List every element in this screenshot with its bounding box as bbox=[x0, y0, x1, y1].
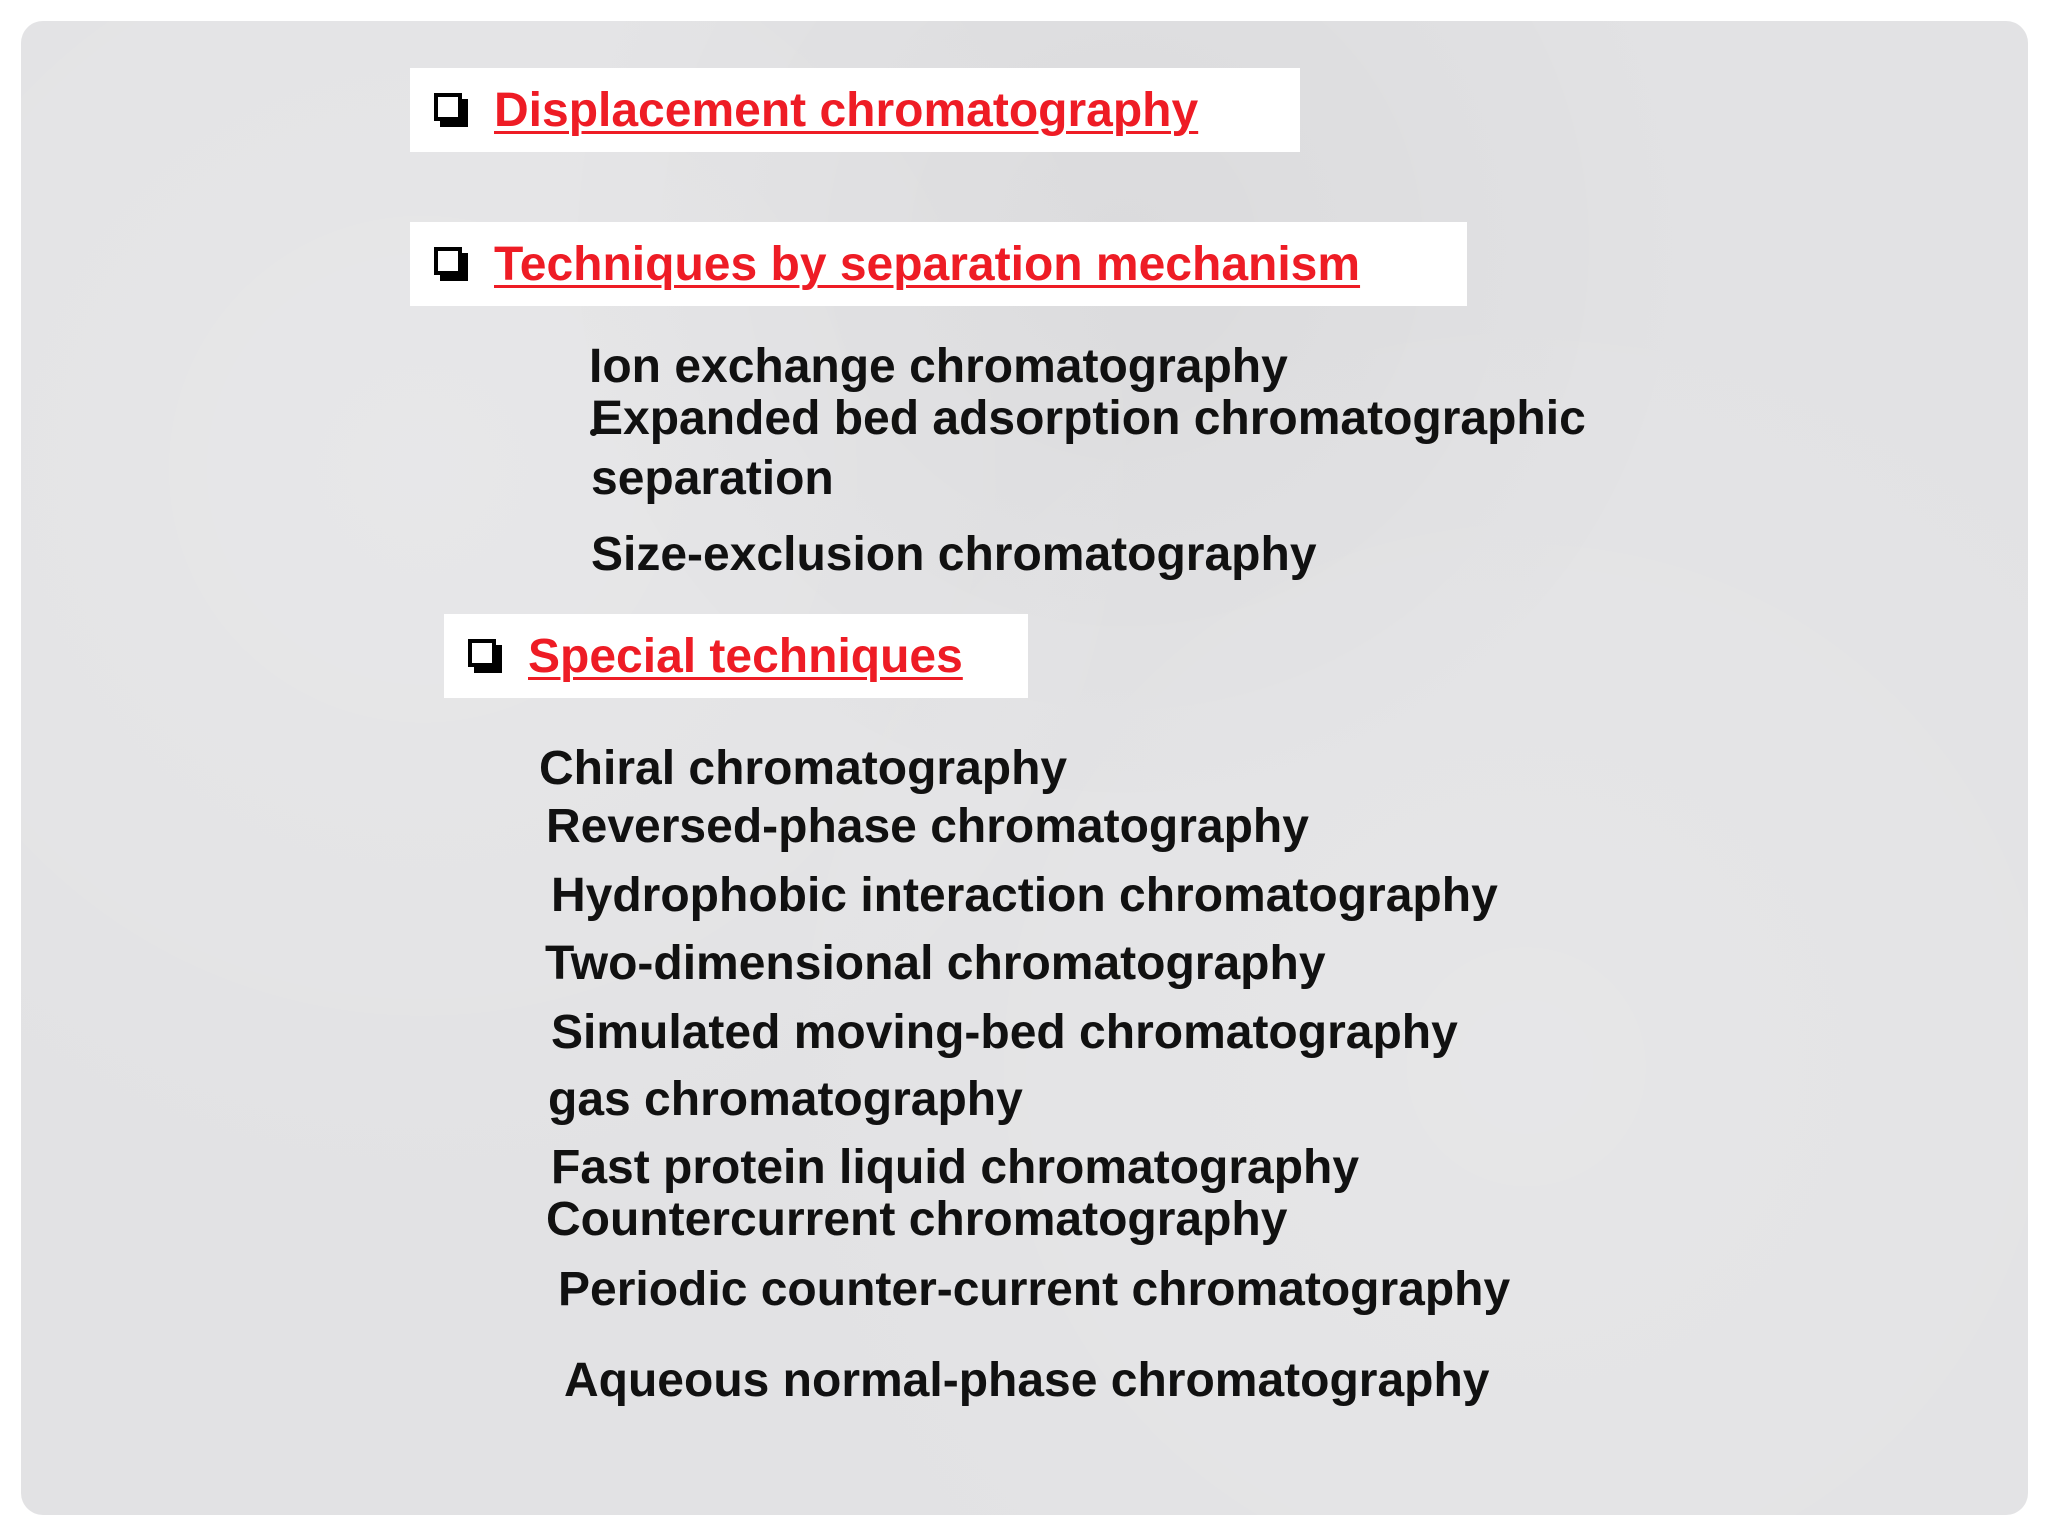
list-item: Hydrophobic interaction chromatography bbox=[551, 869, 1498, 922]
list-item: Countercurrent chromatography bbox=[546, 1193, 1288, 1246]
heading-special-techniques bbox=[444, 614, 1028, 698]
list-item: Size-exclusion chromatography bbox=[591, 528, 1317, 581]
list-item: Chiral chromatography bbox=[539, 742, 1068, 795]
heading-separation-mechanism-text: Techniques by separation mechanism bbox=[494, 237, 1361, 291]
list-item: Fast protein liquid chromatography bbox=[551, 1141, 1360, 1194]
list-item: Simulated moving-bed chromatography bbox=[551, 1006, 1458, 1059]
list-item: Expanded bed adsorption chromatographic bbox=[591, 392, 1586, 445]
list-item: separation bbox=[591, 452, 834, 505]
heading-displacement-text: Displacement chromatography bbox=[494, 83, 1199, 137]
heading-separation-mechanism bbox=[410, 222, 1467, 306]
list-item: Two-dimensional chromatography bbox=[545, 937, 1326, 990]
heading-displacement bbox=[410, 68, 1300, 152]
list-item: Reversed-phase chromatography bbox=[546, 800, 1309, 853]
slide bbox=[21, 21, 2028, 1515]
checkbox-icon bbox=[434, 247, 468, 281]
list-item: Aqueous normal-phase chromatography bbox=[564, 1354, 1490, 1407]
list-item: gas chromatography bbox=[548, 1073, 1023, 1126]
checkbox-icon bbox=[468, 639, 502, 673]
checkbox-icon bbox=[434, 93, 468, 127]
list-item: Ion exchange chromatography bbox=[589, 340, 1288, 393]
heading-special-techniques-text: Special techniques bbox=[528, 629, 963, 683]
list-item: Periodic counter-current chromatography bbox=[558, 1263, 1511, 1316]
